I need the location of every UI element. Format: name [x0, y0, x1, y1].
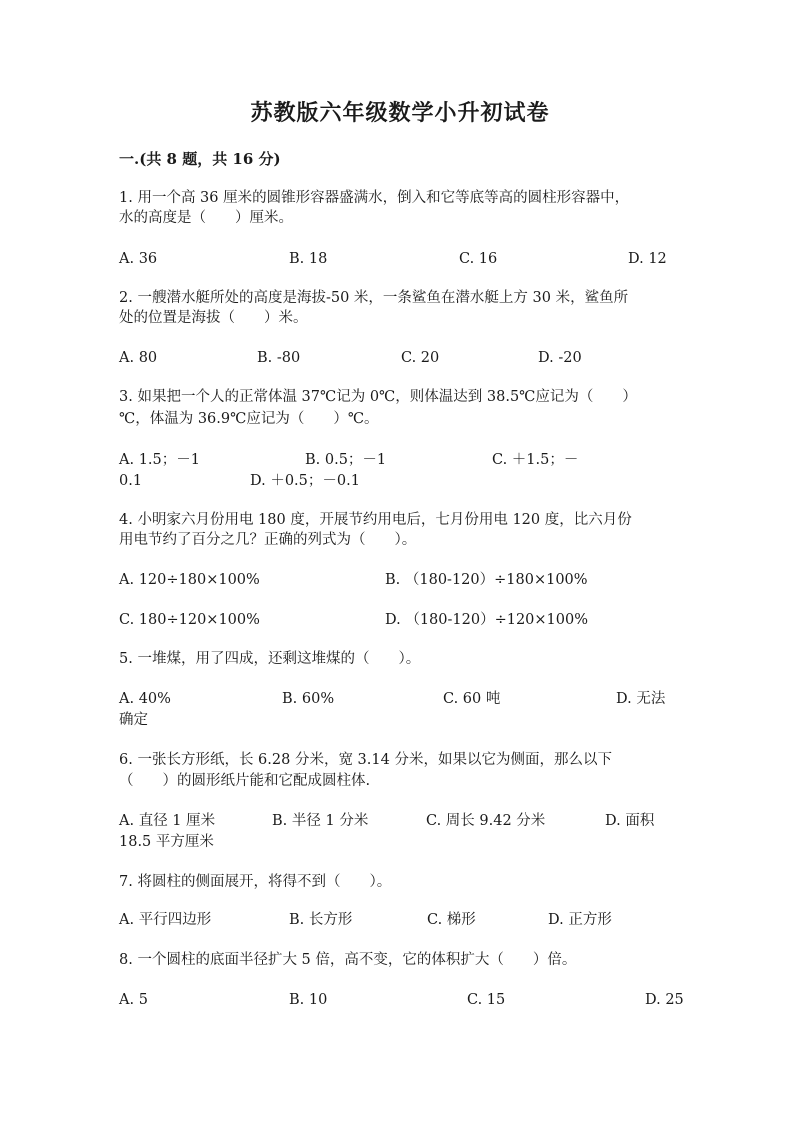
question-2-option-c[interactable]: C. 20 [401, 350, 440, 366]
question-1-line-1: 1. 用一个高 36 厘米的圆锥形容器盛满水，倒入和它等底等高的圆柱形容器中， [119, 190, 630, 206]
question-5-option-d-wrap: 确定 [119, 712, 148, 728]
question-8-option-c[interactable]: C. 15 [467, 992, 506, 1008]
question-3-line-2: ℃，体温为 36.9℃应记为（ ）℃。 [119, 411, 379, 427]
question-5-option-a[interactable]: A. 40% [119, 691, 171, 707]
question-1-option-d[interactable]: D. 12 [628, 251, 667, 267]
question-6-option-d-wrap: 18.5 平方厘米 [119, 834, 214, 850]
question-5-option-b[interactable]: B. 60% [282, 691, 335, 707]
question-7-option-d[interactable]: D. 正方形 [548, 912, 612, 928]
question-8-option-a[interactable]: A. 5 [119, 992, 148, 1008]
question-4-option-a[interactable]: A. 120÷180×100% [119, 572, 260, 588]
question-3-option-c-wrap: 0.1 [119, 473, 143, 489]
question-4-option-c[interactable]: C. 180÷120×100% [119, 612, 260, 628]
section-heading: 一.(共 8 题，共 16 分) [119, 150, 281, 168]
question-5-option-d[interactable]: D. 无法 [616, 691, 666, 707]
question-1-option-a[interactable]: A. 36 [119, 251, 158, 267]
question-4-option-d[interactable]: D. （180-120）÷120×100% [385, 612, 589, 628]
question-1-line-2: 水的高度是（ ）厘米。 [119, 210, 293, 226]
question-6-line-2: （ ）的圆形纸片能和它配成圆柱体. [119, 773, 371, 789]
question-4-line-2: 用电节约了百分之几？正确的列式为（ ）。 [119, 532, 417, 548]
question-7-option-b[interactable]: B. 长方形 [289, 912, 353, 928]
question-7-line-1: 7. 将圆柱的侧面展开，将得不到（ ）。 [119, 874, 392, 890]
question-1-option-c[interactable]: C. 16 [459, 251, 498, 267]
question-2-option-d[interactable]: D. -20 [538, 350, 582, 366]
question-6-option-a[interactable]: A. 直径 1 厘米 [119, 813, 216, 829]
question-8-line-1: 8. 一个圆柱的底面半径扩大 5 倍，高不变，它的体积扩大（ ）倍。 [119, 952, 577, 968]
question-2-option-b[interactable]: B. -80 [257, 350, 301, 366]
question-3-option-a[interactable]: A. 1.5；－1 [119, 452, 200, 468]
question-5-line-1: 5. 一堆煤，用了四成，还剩这堆煤的（ ）。 [119, 651, 421, 667]
question-3-line-1: 3. 如果把一个人的正常体温 37℃记为 0℃，则体温达到 38.5℃应记为（ ） [119, 389, 637, 405]
question-7-option-c[interactable]: C. 梯形 [427, 912, 476, 928]
question-3-option-c[interactable]: C. ＋1.5；－ [492, 452, 579, 468]
question-3-option-d[interactable]: D. ＋0.5；－0.1 [250, 473, 360, 489]
question-6-option-c[interactable]: C. 周长 9.42 分米 [426, 813, 546, 829]
question-8-option-b[interactable]: B. 10 [289, 992, 328, 1008]
question-2-line-1: 2. 一艘潜水艇所处的高度是海拔-50 米，一条鲨鱼在潜水艇上方 30 米，鲨鱼所 [119, 290, 629, 306]
question-2-line-2: 处的位置是海拔（ ）米。 [119, 310, 308, 326]
exam-title: 苏教版六年级数学小升初试卷 [250, 100, 550, 126]
question-5-option-c[interactable]: C. 60 吨 [443, 691, 501, 707]
question-4-line-1: 4. 小明家六月份用电 180 度，开展节约用电后，七月份用电 120 度，比六月份 [119, 512, 632, 528]
question-3-option-b[interactable]: B. 0.5；－1 [305, 452, 387, 468]
question-8-option-d[interactable]: D. 25 [645, 992, 684, 1008]
question-6-option-d[interactable]: D. 面积 [605, 813, 655, 829]
question-4-option-b[interactable]: B. （180-120）÷180×100% [385, 572, 588, 588]
question-6-line-1: 6. 一张长方形纸，长 6.28 分米，宽 3.14 分米，如果以它为侧面，那么以下 [119, 752, 612, 768]
question-6-option-b[interactable]: B. 半径 1 分米 [272, 813, 369, 829]
question-1-option-b[interactable]: B. 18 [289, 251, 328, 267]
question-2-option-a[interactable]: A. 80 [119, 350, 158, 366]
question-7-option-a[interactable]: A. 平行四边形 [119, 912, 212, 928]
